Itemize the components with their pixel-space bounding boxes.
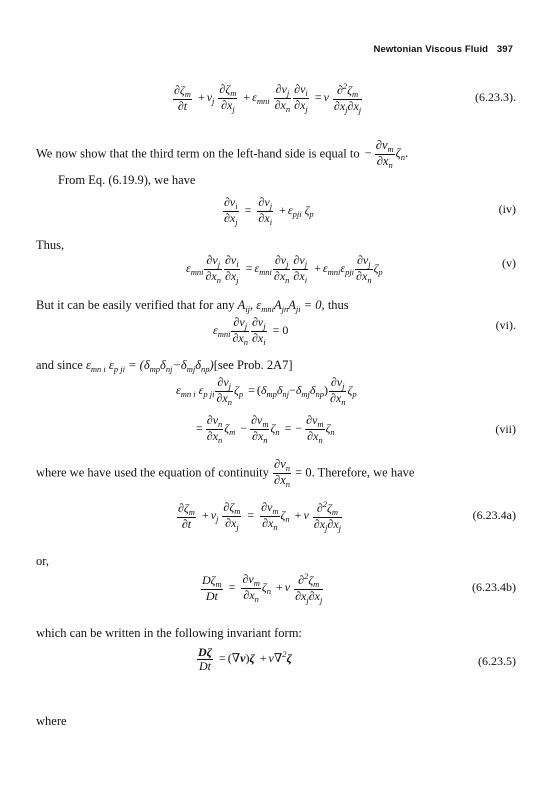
equation-vii	[36, 376, 516, 450]
equation-iv	[36, 196, 516, 230]
paragraph-text: We now show that the third term on the left-hand side is equal to	[36, 146, 360, 161]
inline-math: − $\frac{\partial v_m}{\partial x_n}$ $\zeta_n$.	[364, 138, 409, 170]
equation-number: (6.23.4b)	[472, 580, 516, 594]
equation-6-23-3	[36, 82, 516, 118]
page-number: 397	[496, 44, 513, 55]
equation-number: (v)	[502, 256, 516, 270]
inline-math: $\frac{\partial v_n}{\partial x_n}$	[274, 457, 291, 489]
equation-body: $\varepsilon_{mni}$ $\frac{\partial v_j}{\partial x_n}$ $\frac{\partial v_j}{\partial x_i}$ = 0	[213, 315, 289, 347]
equation-6-23-4a	[36, 500, 516, 536]
equation-number: (vii)	[495, 422, 516, 436]
equation-body: $\frac{D\zeta_m}{Dt}$ = $\frac{\partial v_m}{\partial x_n}$ $\zeta_n + \nu$ $\frac{\partial^2\zeta_m}{\partial x_j\partial x_j}$	[202, 571, 323, 605]
equation-number: (6.23.4a)	[472, 508, 516, 522]
paragraph-2: From Eq. (6.19.9), we have	[58, 173, 196, 187]
paragraph-8: which can be written in the following invariant form:	[36, 626, 302, 640]
running-head	[374, 44, 513, 55]
paragraph-9: where	[36, 714, 67, 728]
paragraph-text: [see Prob. 2A7]	[213, 358, 293, 372]
paragraph-text: But it can be easily verified that for any	[36, 298, 235, 312]
equation-v	[36, 254, 516, 290]
inline-math: $A_{ij}$, $\varepsilon_{mni}A_{jn}A_{ji} = 0$,	[237, 298, 325, 314]
equation-line-1: $\varepsilon_{mn i}$ $\varepsilon_{p ji}$ $\frac{\partial v_j}{\partial x_n}$ $\zeta_p = (\delta_{mp}\delta_{nj}-\delta_{mj}\delta_{np})$ $\frac{\partial v_j}{\partial x_n}$ $\zeta_p$	[176, 375, 357, 407]
equation-vi	[36, 316, 516, 352]
equation-body: $\frac{\partial\zeta_m}{\partial t}$ + $v_j$ $\frac{\partial\zeta_m}{\partial x_j}$ = $\frac{\partial v_m}{\partial x_n}$ $\zeta_n + \nu$ $\frac{\partial^2\zeta_m}{\partial x_j\partial x_j}$	[178, 499, 342, 533]
equation-body: $\varepsilon_{mni}$ $\frac{\partial v_j}{\partial x_n}$ $\frac{\partial v_i}{\partial x_j}$ = $\varepsilon_{mni}$ $\frac{\partial v_j}{\partial x_n}$ $\frac{\partial v_j}{\partial x_i}$ + $\varepsilon_{mni}\varepsilon_{pji}$ $\frac{\partial v_j}{\partial x_n}$ $\zeta_p$	[186, 253, 383, 285]
paragraph-4	[36, 298, 349, 314]
equation-6-23-4b	[36, 572, 516, 608]
paragraph-text: where we have used the equation of continuity	[36, 465, 269, 480]
equation-number: (iv)	[498, 202, 516, 216]
equation-body: $\frac{D\zeta}{Dt}$ = (∇v)ζ + ν∇$^2$ζ	[198, 645, 292, 673]
paragraph-7: or,	[36, 554, 50, 568]
equation-6-23-5	[36, 646, 516, 682]
paragraph-5	[36, 358, 293, 374]
inline-math: $\varepsilon_{mn i}$ $\varepsilon_{p ji} = (\delta_{mp}\delta_{nj}-\delta_{mj}\delta_{np})$	[85, 358, 214, 374]
running-title: Newtonian Viscous Fluid	[373, 44, 489, 55]
paragraph-text: thus	[327, 298, 349, 312]
equation-number: (6.23.3).	[475, 90, 516, 104]
equation-body: $\frac{\partial v_i}{\partial x_j}$ = $\frac{\partial v_j}{\partial x_i}$ + $\varepsilon_{pji}$ $\zeta_p$	[224, 195, 314, 227]
paragraph-text: and since	[36, 358, 83, 372]
equation-body: $\frac{\partial\zeta_m}{\partial t}$ + $v_j$ $\frac{\partial\zeta_m}{\partial x_j}$ + $\varepsilon_{mni}$ $\frac{\partial v_j}{\partial x_n}$ $\frac{\partial v_i}{\partial x_j}$ = ν $\frac{\partial^2\zeta_m}{\partial x_j\partial x_j}$	[174, 81, 362, 115]
equation-number: (6.23.5)	[478, 654, 516, 668]
paragraph-6	[36, 458, 414, 489]
equation-line-2: = $\frac{\partial v_n}{\partial x_n}$ $\zeta_m$ − $\frac{\partial v_m}{\partial x_n}$ $\zeta_n$ = − $\frac{\partial v_m}{\partial x_n}$ $\zeta_n$	[196, 413, 335, 445]
paragraph-text: = 0. Therefore, we have	[295, 465, 415, 480]
paragraph-3: Thus,	[36, 238, 65, 252]
equation-number: (vi).	[495, 318, 516, 332]
paragraph-1	[36, 139, 408, 170]
